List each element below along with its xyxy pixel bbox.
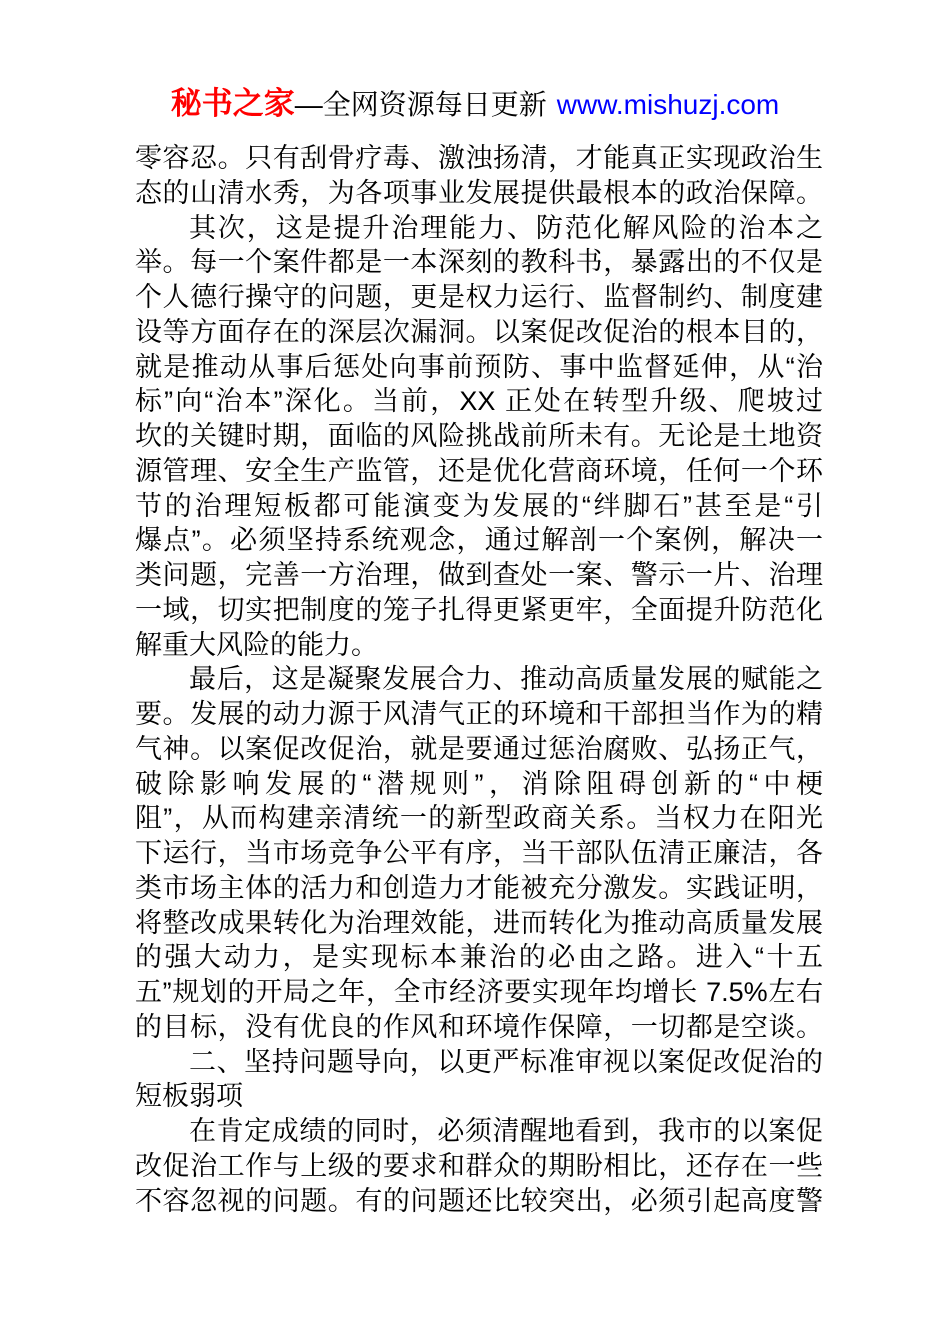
text-line: 设等方面存在的深层次漏洞。以案促改促治的根本目的，: [135, 316, 823, 347]
text-line: 就是推动从事后惩处向事前预防、事中监督延伸，从“治: [135, 351, 823, 382]
text-line: 改促治工作与上级的要求和群众的期盼相比，还存在一些: [135, 1150, 823, 1181]
site-url: www.mishuzj.com: [556, 89, 780, 120]
text-line: 节的治理短板都可能演变为发展的“绊脚石”甚至是“引: [135, 490, 823, 521]
paragraph-second-point: [135, 211, 823, 663]
paragraph-problems-intro: [135, 1114, 823, 1218]
text-line: 类市场主体的活力和创造力才能被充分激发。实践证明，: [135, 872, 823, 903]
text-line: 个人德行操守的问题，更是权力运行、监督制约、制度建: [135, 282, 823, 312]
header-dash: —: [294, 89, 323, 120]
document-body: [135, 141, 823, 1218]
text-line: 最后，这是凝聚发展合力、推动高质量发展的赋能之: [189, 664, 823, 695]
text-line: 源管理、安全生产监管，还是优化营商环境，任何一个环: [135, 455, 823, 486]
site-tagline: 全网资源每日更新: [322, 89, 547, 120]
text-line: 解重大风险的能力。: [135, 629, 378, 660]
text-line: 二、坚持问题导向，以更严标准审视以案促改促治的: [189, 1046, 823, 1077]
text-line: 阻”，从而构建亲清统一的新型政商关系。当权力在阳光: [135, 803, 823, 834]
text-line: 标”向“治本”深化。当前，XX 正处在转型升级、爬坡过: [135, 386, 823, 417]
paragraph-section-heading: [135, 1045, 823, 1115]
text-line: 五”规划的开局之年，全市经济要实现年均增长 7.5%左右: [135, 977, 823, 1007]
text-line: 短板弱项: [135, 1081, 243, 1112]
page-header: [0, 87, 950, 122]
paragraph-continuation: [135, 141, 823, 211]
text-line: 要。发展的动力源于风清气正的环境和干部担当作为的精: [135, 699, 823, 729]
paragraph-third-point: [135, 662, 823, 1044]
text-line: 其次，这是提升治理能力、防范化解风险的治本之: [189, 212, 823, 243]
text-line: 气神。以案促改促治，就是要通过惩治腐败、弘扬正气，: [135, 733, 823, 764]
text-line: 坎的关键时期，面临的风险挑战前所未有。无论是土地资: [135, 421, 823, 451]
text-line: 类问题，完善一方治理，做到查处一案、警示一片、治理: [135, 560, 823, 590]
text-line: 的强大动力，是实现标本兼治的必由之路。进入“十五: [135, 942, 823, 973]
text-line: 爆点”。必须坚持系统观念，通过解剖一个案例，解决一: [135, 525, 823, 556]
text-line: 破除影响发展的“潜规则”，消除阻碍创新的“中梗: [135, 768, 823, 799]
text-line: 一域，切实把制度的笼子扎得更紧更牢，全面提升防范化: [135, 594, 823, 625]
text-line: 将整改成果转化为治理效能，进而转化为推动高质量发展: [135, 907, 823, 938]
text-line: 下运行，当市场竞争公平有序，当干部队伍清正廉洁，各: [135, 838, 823, 868]
site-brand: 秘书之家: [170, 86, 295, 121]
text-line: 零容忍。只有刮骨疗毒、激浊扬清，才能真正实现政治生: [135, 143, 823, 173]
text-line: 态的山清水秀，为各项事业发展提供最根本的政治保障。: [135, 177, 823, 208]
text-line: 不容忽视的问题。有的问题还比较突出，必须引起高度警: [135, 1185, 823, 1216]
text-line: 的目标，没有优良的作风和环境作保障，一切都是空谈。: [135, 1011, 823, 1042]
text-line: 在肯定成绩的同时，必须清醒地看到，我市的以案促: [189, 1116, 823, 1146]
text-line: 举。每一个案件都是一本深刻的教科书，暴露出的不仅是: [135, 247, 823, 278]
